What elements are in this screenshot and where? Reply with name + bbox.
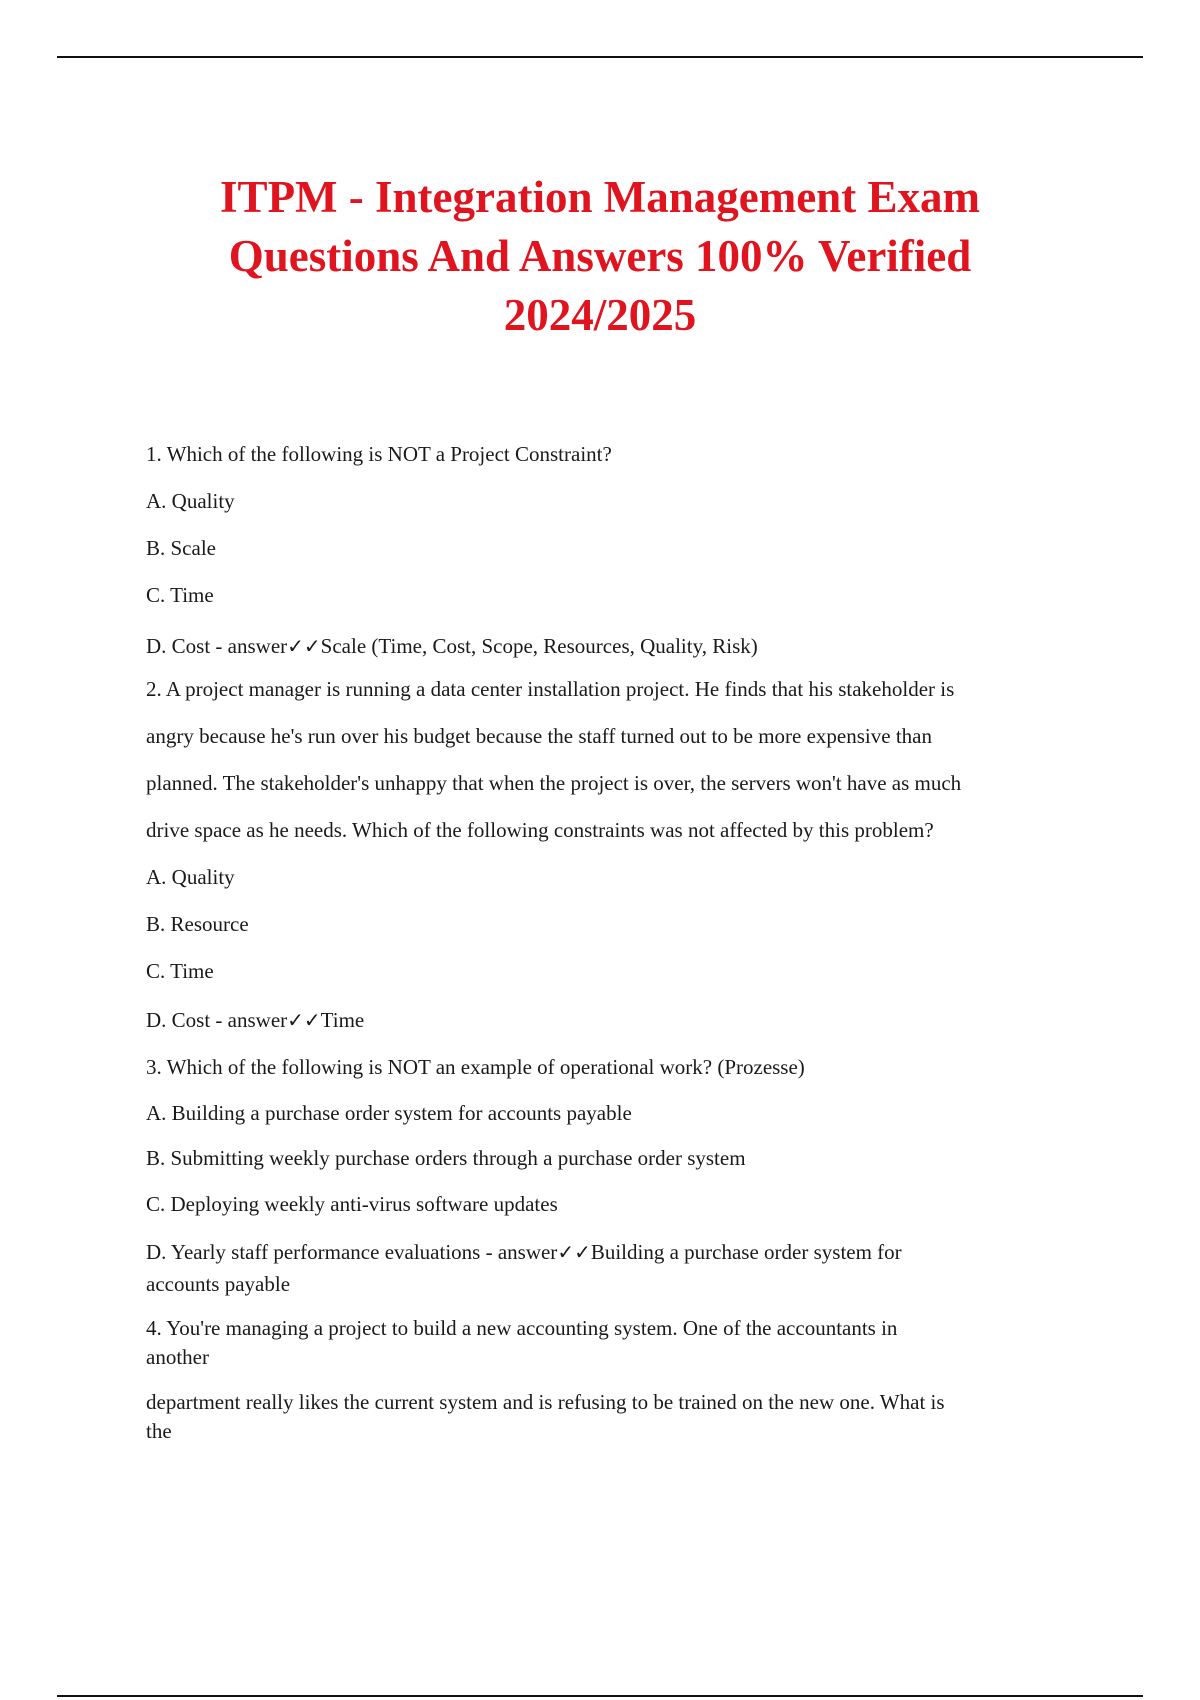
question-2-text-line-4: drive space as he needs. Which of the following constraints was not affected by this problem? <box>146 818 934 842</box>
question-1-option-b: B. Scale <box>146 536 216 560</box>
question-2-option-b: B. Resource <box>146 912 249 936</box>
question-2-option-d <box>146 1004 1106 1053</box>
bottom-rule <box>57 1695 1143 1697</box>
question-1-option-a: A. Quality <box>146 489 235 513</box>
question-3 <box>146 1053 1106 1314</box>
top-rule <box>57 56 1143 58</box>
question-1-option-d <box>146 628 1106 675</box>
check-mark-icon: ✓✓ <box>287 1008 321 1032</box>
check-mark-icon: ✓✓ <box>287 634 321 658</box>
question-3-answer-line-1: Building a purchase order system for <box>590 1240 902 1264</box>
question-2-option-c: C. Time <box>146 959 214 983</box>
question-2 <box>146 675 1106 1053</box>
check-mark-icon: ✓✓ <box>557 1240 591 1264</box>
question-4-text-line-2: another <box>146 1345 209 1369</box>
question-4-text-line-3: department really likes the current system and is refusing to be trained on the new one. What is <box>146 1390 945 1414</box>
question-1-answer: Scale (Time, Cost, Scope, Resources, Quality, Risk) <box>320 634 758 658</box>
question-2-text-line-2: angry because he's run over his budget because the staff turned out to be more expensive than <box>146 724 932 748</box>
question-1 <box>146 440 1106 675</box>
question-2-text-line-1: 2. A project manager is running a data center installation project. He finds that his stakeholder is <box>146 677 955 701</box>
question-3-option-b: B. Submitting weekly purchase orders through a purchase order system <box>146 1146 746 1170</box>
question-2-answer: Time <box>320 1008 365 1032</box>
question-1-text: 1. Which of the following is NOT a Project Constraint? <box>146 442 612 466</box>
title-line-2: Questions And Answers 100% Verified <box>228 231 972 281</box>
question-4 <box>146 1314 1106 1464</box>
question-3-text: 3. Which of the following is NOT an example of operational work? (Prozesse) <box>146 1055 805 1079</box>
title-line-1: ITPM - Integration Management Exam <box>220 172 980 222</box>
question-2-option-d-label: D. Cost - answer <box>146 1008 288 1032</box>
question-3-answer-line-2: accounts payable <box>146 1272 291 1296</box>
question-1-option-c: C. Time <box>146 583 214 607</box>
question-4-text-line-1: 4. You're managing a project to build a new accounting system. One of the accountants in <box>146 1316 898 1340</box>
question-3-option-d-label: D. Yearly staff performance evaluations - answer <box>146 1240 558 1264</box>
question-2-option-a: A. Quality <box>146 865 235 889</box>
question-1-option-d-label: D. Cost - answer <box>146 634 288 658</box>
questions-body <box>146 440 1106 1464</box>
question-2-text-line-3: planned. The stakeholder's unhappy that when the project is over, the servers won't have as much <box>146 771 962 795</box>
document-title <box>100 168 1100 345</box>
question-4-text-line-4: the <box>146 1419 172 1443</box>
question-3-option-c: C. Deploying weekly anti-virus software updates <box>146 1192 558 1216</box>
question-3-option-a: A. Building a purchase order system for accounts payable <box>146 1101 632 1125</box>
question-3-option-d <box>146 1238 1106 1270</box>
title-line-3: 2024/2025 <box>503 290 697 340</box>
